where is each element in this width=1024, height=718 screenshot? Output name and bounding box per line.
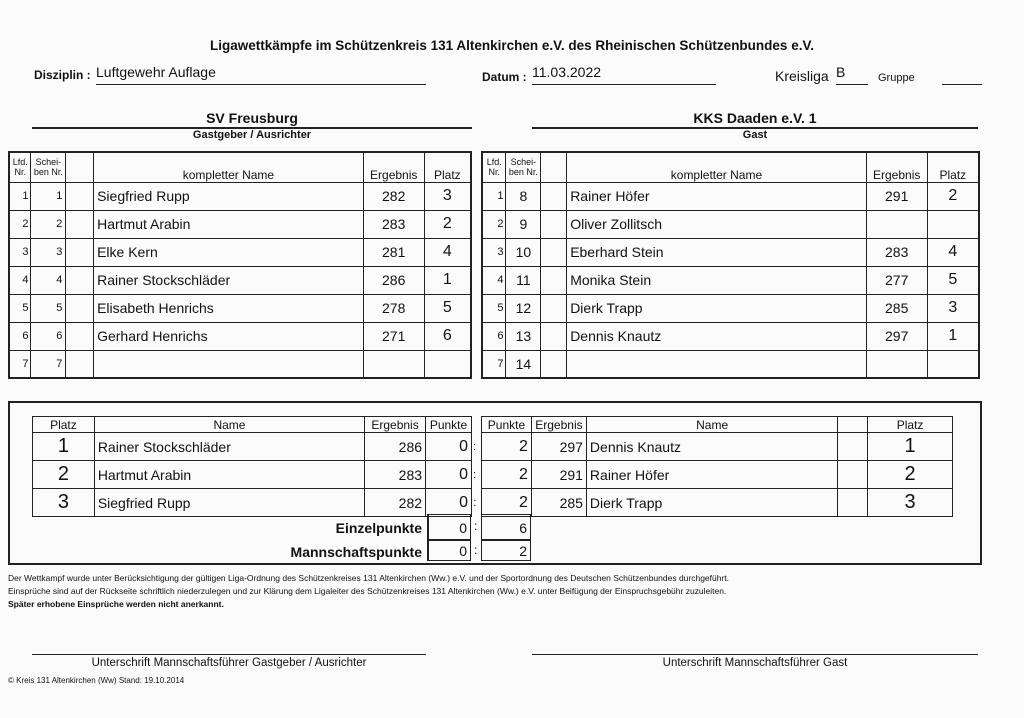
table-row bbox=[9, 350, 471, 378]
scheiben-nr-cell: 5 bbox=[31, 294, 66, 322]
mannschaftspunkte-guest: 2 bbox=[481, 540, 531, 561]
lfd-nr-cell: 5 bbox=[482, 294, 506, 322]
einzelpunkte-host: 0 bbox=[427, 514, 471, 540]
platz-cell: 2 bbox=[927, 182, 979, 210]
kreisliga-label: Kreisliga bbox=[775, 68, 829, 84]
note-line: Später erhobene Einsprüche werden nicht anerkannt. bbox=[8, 599, 224, 609]
guest-results-table bbox=[481, 151, 980, 379]
shooter-name-cell: Eberhard Stein bbox=[567, 238, 867, 266]
lfd-nr-cell: 1 bbox=[9, 182, 31, 210]
col-ergebnis: Ergebnis bbox=[866, 152, 927, 182]
disziplin-value: Luftgewehr Auflage bbox=[96, 64, 216, 80]
platz-cell bbox=[927, 210, 979, 238]
shooter-name-cell: Hartmut Arabin bbox=[94, 210, 364, 238]
summary-platz-host: 2 bbox=[33, 461, 95, 489]
col-blank bbox=[541, 152, 567, 182]
lfd-nr-cell: 5 bbox=[9, 294, 31, 322]
summary-row bbox=[482, 461, 953, 489]
summary-platz-guest: 1 bbox=[868, 433, 953, 461]
note-line: Der Wettkampf wurde unter Berücksichtigung der gültigen Liga-Ordnung des Schützenkreises 131 Altenkirchen (Ww.) e.V. und der Sportordnung des Deutschen Schützenbundes durchgeführt. bbox=[8, 573, 730, 583]
summary-punkte-guest: 2 bbox=[482, 461, 532, 489]
summary-punkte-guest: 2 bbox=[482, 489, 532, 517]
sum-col-punkte: Punkte bbox=[482, 417, 532, 433]
blank-cell bbox=[66, 266, 94, 294]
summary-punkte-host: 0 bbox=[426, 461, 472, 489]
table-row bbox=[482, 322, 979, 350]
summary-punkte-host: 0 bbox=[426, 433, 472, 461]
sum-col-name: Name bbox=[94, 417, 364, 433]
lfd-nr-cell: 7 bbox=[9, 350, 31, 378]
col-platz: Platz bbox=[927, 152, 979, 182]
summary-ergebnis-guest: 285 bbox=[531, 489, 586, 517]
gruppe-label: Gruppe bbox=[878, 72, 915, 84]
summary-ergebnis-host: 283 bbox=[365, 461, 426, 489]
col-lfd-nr: Lfd. Nr. bbox=[482, 152, 506, 182]
mannschaftspunkte-sep: : bbox=[474, 543, 478, 557]
col-blank bbox=[66, 152, 94, 182]
platz-cell: 5 bbox=[424, 294, 471, 322]
shooter-name-cell: Rainer Stockschläder bbox=[94, 266, 364, 294]
summary-name-host: Hartmut Arabin bbox=[94, 461, 364, 489]
platz-cell: 5 bbox=[927, 266, 979, 294]
form-title: Ligawettkämpfe im Schützenkreis 131 Altenkirchen e.V. des Rheinischen Schützenbundes e.V. bbox=[210, 38, 814, 53]
mannschaftspunkte-host: 0 bbox=[427, 540, 471, 561]
blank-cell bbox=[66, 294, 94, 322]
ergebnis-cell: 271 bbox=[363, 322, 424, 350]
ergebnis-cell: 283 bbox=[866, 238, 927, 266]
host-results-table bbox=[8, 151, 472, 379]
summary-platz-host: 3 bbox=[33, 489, 95, 517]
scheiben-nr-cell: 6 bbox=[31, 322, 66, 350]
table-row bbox=[9, 322, 471, 350]
sum-col-platz: Platz bbox=[33, 417, 95, 433]
host-role: Gastgeber / Ausrichter bbox=[192, 129, 312, 141]
lfd-nr-cell: 6 bbox=[9, 322, 31, 350]
summary-blank bbox=[838, 433, 868, 461]
summary-row bbox=[33, 489, 478, 517]
lfd-nr-cell: 2 bbox=[9, 210, 31, 238]
shooter-name-cell bbox=[94, 350, 364, 378]
summary-row bbox=[33, 461, 478, 489]
kreisliga-field[interactable] bbox=[836, 64, 868, 85]
platz-cell: 1 bbox=[424, 266, 471, 294]
shooter-name-cell: Rainer Höfer bbox=[567, 182, 867, 210]
ergebnis-cell: 286 bbox=[363, 266, 424, 294]
scheiben-nr-cell: 8 bbox=[506, 182, 541, 210]
lfd-nr-cell: 1 bbox=[482, 182, 506, 210]
summary-platz-host: 1 bbox=[33, 433, 95, 461]
shooter-name-cell: Elisabeth Henrichs bbox=[94, 294, 364, 322]
lfd-nr-cell: 2 bbox=[482, 210, 506, 238]
scheiben-nr-cell: 12 bbox=[506, 294, 541, 322]
scheiben-nr-cell: 7 bbox=[31, 350, 66, 378]
summary-ergebnis-host: 286 bbox=[365, 433, 426, 461]
sum-col-ergebnis: Ergebnis bbox=[531, 417, 586, 433]
sum-col-name: Name bbox=[586, 417, 837, 433]
col-name: kompletter Name bbox=[567, 152, 867, 182]
blank-cell bbox=[541, 266, 567, 294]
col-scheiben-nr: Schei-ben Nr. bbox=[31, 152, 66, 182]
ergebnis-cell: 291 bbox=[866, 182, 927, 210]
platz-cell: 3 bbox=[424, 182, 471, 210]
shooter-name-cell: Gerhard Henrichs bbox=[94, 322, 364, 350]
table-row bbox=[482, 238, 979, 266]
lfd-nr-cell: 3 bbox=[9, 238, 31, 266]
summary-name-guest: Dierk Trapp bbox=[586, 489, 837, 517]
summary-row bbox=[482, 433, 953, 461]
signature-label-guest: Unterschrift Mannschaftsführer Gast bbox=[662, 657, 848, 669]
datum-label: Datum : bbox=[482, 70, 527, 84]
footer-copyright: © Kreis 131 Altenkirchen (Ww) Stand: 19.10.2014 bbox=[8, 676, 185, 685]
datum-value: 11.03.2022 bbox=[532, 64, 602, 80]
disziplin-field[interactable] bbox=[96, 64, 426, 85]
table-row bbox=[9, 238, 471, 266]
note-line: Einsprüche sind auf der Rückseite schriftlich niederzulegen und zur Klärung dem Ligaleiter des Schützenkreises 131 Altenkirchen (Ww.) e.V. unter Beifügung der Einspruchsgebühr zuzuleiten. bbox=[8, 586, 727, 596]
platz-cell: 3 bbox=[927, 294, 979, 322]
signature-label-host: Unterschrift Mannschaftsführer Gastgeber / Ausrichter bbox=[91, 657, 367, 669]
blank-cell bbox=[66, 210, 94, 238]
signature-line-host[interactable] bbox=[32, 654, 426, 655]
ergebnis-cell: 283 bbox=[363, 210, 424, 238]
kreisliga-value: B bbox=[836, 64, 846, 80]
ergebnis-cell bbox=[866, 210, 927, 238]
table-row bbox=[482, 350, 979, 378]
ergebnis-cell bbox=[866, 350, 927, 378]
guest-team-name: KKS Daaden e.V. 1 bbox=[693, 110, 817, 126]
lfd-nr-cell: 4 bbox=[482, 266, 506, 294]
gruppe-field[interactable] bbox=[942, 64, 982, 85]
ergebnis-cell: 277 bbox=[866, 266, 927, 294]
guest-role: Gast bbox=[742, 129, 768, 141]
notes-block bbox=[8, 572, 1008, 611]
shooter-name-cell bbox=[567, 350, 867, 378]
shooter-name-cell: Elke Kern bbox=[94, 238, 364, 266]
summary-ergebnis-guest: 291 bbox=[531, 461, 586, 489]
summary-name-guest: Dennis Knautz bbox=[586, 433, 837, 461]
blank-cell bbox=[541, 210, 567, 238]
blank-cell bbox=[66, 238, 94, 266]
sum-col-ergebnis: Ergebnis bbox=[365, 417, 426, 433]
platz-cell: 4 bbox=[424, 238, 471, 266]
scheiben-nr-cell: 14 bbox=[506, 350, 541, 378]
summary-row bbox=[33, 433, 478, 461]
summary-ergebnis-guest: 297 bbox=[531, 433, 586, 461]
platz-cell: 4 bbox=[927, 238, 979, 266]
table-row bbox=[9, 182, 471, 210]
shooter-name-cell: Dennis Knautz bbox=[567, 322, 867, 350]
signature-line-guest[interactable] bbox=[532, 654, 978, 655]
ergebnis-cell: 285 bbox=[866, 294, 927, 322]
sum-col-platz: Platz bbox=[868, 417, 953, 433]
shooter-name-cell: Dierk Trapp bbox=[567, 294, 867, 322]
shooter-name-cell: Monika Stein bbox=[567, 266, 867, 294]
blank-cell bbox=[541, 322, 567, 350]
summary-sep: : bbox=[472, 468, 477, 481]
table-row bbox=[9, 294, 471, 322]
blank-cell bbox=[66, 350, 94, 378]
platz-cell: 2 bbox=[424, 210, 471, 238]
table-row bbox=[482, 266, 979, 294]
ergebnis-cell: 278 bbox=[363, 294, 424, 322]
summary-punkte-host: 0 bbox=[426, 489, 472, 517]
summary-ergebnis-host: 282 bbox=[365, 489, 426, 517]
mannschaftspunkte-label: Mannschaftspunkte bbox=[290, 544, 422, 560]
summary-sep: : bbox=[473, 496, 477, 509]
lfd-nr-cell: 7 bbox=[482, 350, 506, 378]
ergebnis-cell: 282 bbox=[363, 182, 424, 210]
scheiben-nr-cell: 2 bbox=[31, 210, 66, 238]
lfd-nr-cell: 3 bbox=[482, 238, 506, 266]
blank-cell bbox=[541, 238, 567, 266]
summary-blank bbox=[838, 461, 868, 489]
col-lfd-nr: Lfd. Nr. bbox=[9, 152, 31, 182]
lfd-nr-cell: 6 bbox=[482, 322, 506, 350]
shooter-name-cell: Siegfried Rupp bbox=[94, 182, 364, 210]
table-row bbox=[482, 182, 979, 210]
platz-cell: 6 bbox=[424, 322, 471, 350]
scheiben-nr-cell: 4 bbox=[31, 266, 66, 294]
summary-name-host: Rainer Stockschläder bbox=[94, 433, 364, 461]
summary-platz-guest: 2 bbox=[868, 461, 953, 489]
table-row bbox=[482, 210, 979, 238]
scheiben-nr-cell: 13 bbox=[506, 322, 541, 350]
table-row bbox=[9, 210, 471, 238]
shooter-name-cell: Oliver Zollitsch bbox=[567, 210, 867, 238]
scheiben-nr-cell: 10 bbox=[506, 238, 541, 266]
col-name: kompletter Name bbox=[94, 152, 364, 182]
scheiben-nr-cell: 9 bbox=[506, 210, 541, 238]
ergebnis-cell: 281 bbox=[363, 238, 424, 266]
sum-col-punkte: Punkte bbox=[426, 417, 472, 433]
sum-col-gap bbox=[471, 417, 477, 433]
summary-platz-guest: 3 bbox=[868, 489, 953, 517]
einzelpunkte-label: Einzelpunkte bbox=[335, 520, 422, 536]
summary-blank bbox=[838, 489, 868, 517]
summary-right-table bbox=[481, 416, 953, 517]
einzelpunkte-sep: : bbox=[474, 519, 478, 533]
platz-cell: 1 bbox=[927, 322, 979, 350]
scheiben-nr-cell: 1 bbox=[31, 182, 66, 210]
scheiben-nr-cell: 11 bbox=[506, 266, 541, 294]
ergebnis-cell bbox=[363, 350, 424, 378]
host-team-name: SV Freusburg bbox=[206, 110, 298, 126]
einzelpunkte-guest: 6 bbox=[481, 514, 531, 540]
disziplin-label: Disziplin : bbox=[34, 68, 91, 82]
blank-cell bbox=[66, 182, 94, 210]
blank-cell bbox=[66, 322, 94, 350]
scheiben-nr-cell: 3 bbox=[31, 238, 66, 266]
lfd-nr-cell: 4 bbox=[9, 266, 31, 294]
summary-name-host: Siegfried Rupp bbox=[94, 489, 364, 517]
summary-row bbox=[482, 489, 953, 517]
blank-cell bbox=[541, 350, 567, 378]
table-row bbox=[482, 294, 979, 322]
col-platz: Platz bbox=[424, 152, 471, 182]
blank-cell bbox=[541, 294, 567, 322]
datum-field[interactable] bbox=[532, 64, 716, 85]
col-ergebnis: Ergebnis bbox=[363, 152, 424, 182]
sum-col-blank bbox=[838, 417, 868, 433]
col-scheiben-nr: Schei-ben Nr. bbox=[506, 152, 541, 182]
summary-sep: : bbox=[472, 440, 477, 453]
blank-cell bbox=[541, 182, 567, 210]
summary-name-guest: Rainer Höfer bbox=[586, 461, 837, 489]
summary-punkte-guest: 2 bbox=[482, 433, 532, 461]
platz-cell bbox=[927, 350, 979, 378]
table-row bbox=[9, 266, 471, 294]
ergebnis-cell: 297 bbox=[866, 322, 927, 350]
summary-left-table bbox=[32, 416, 478, 517]
platz-cell bbox=[424, 350, 471, 378]
